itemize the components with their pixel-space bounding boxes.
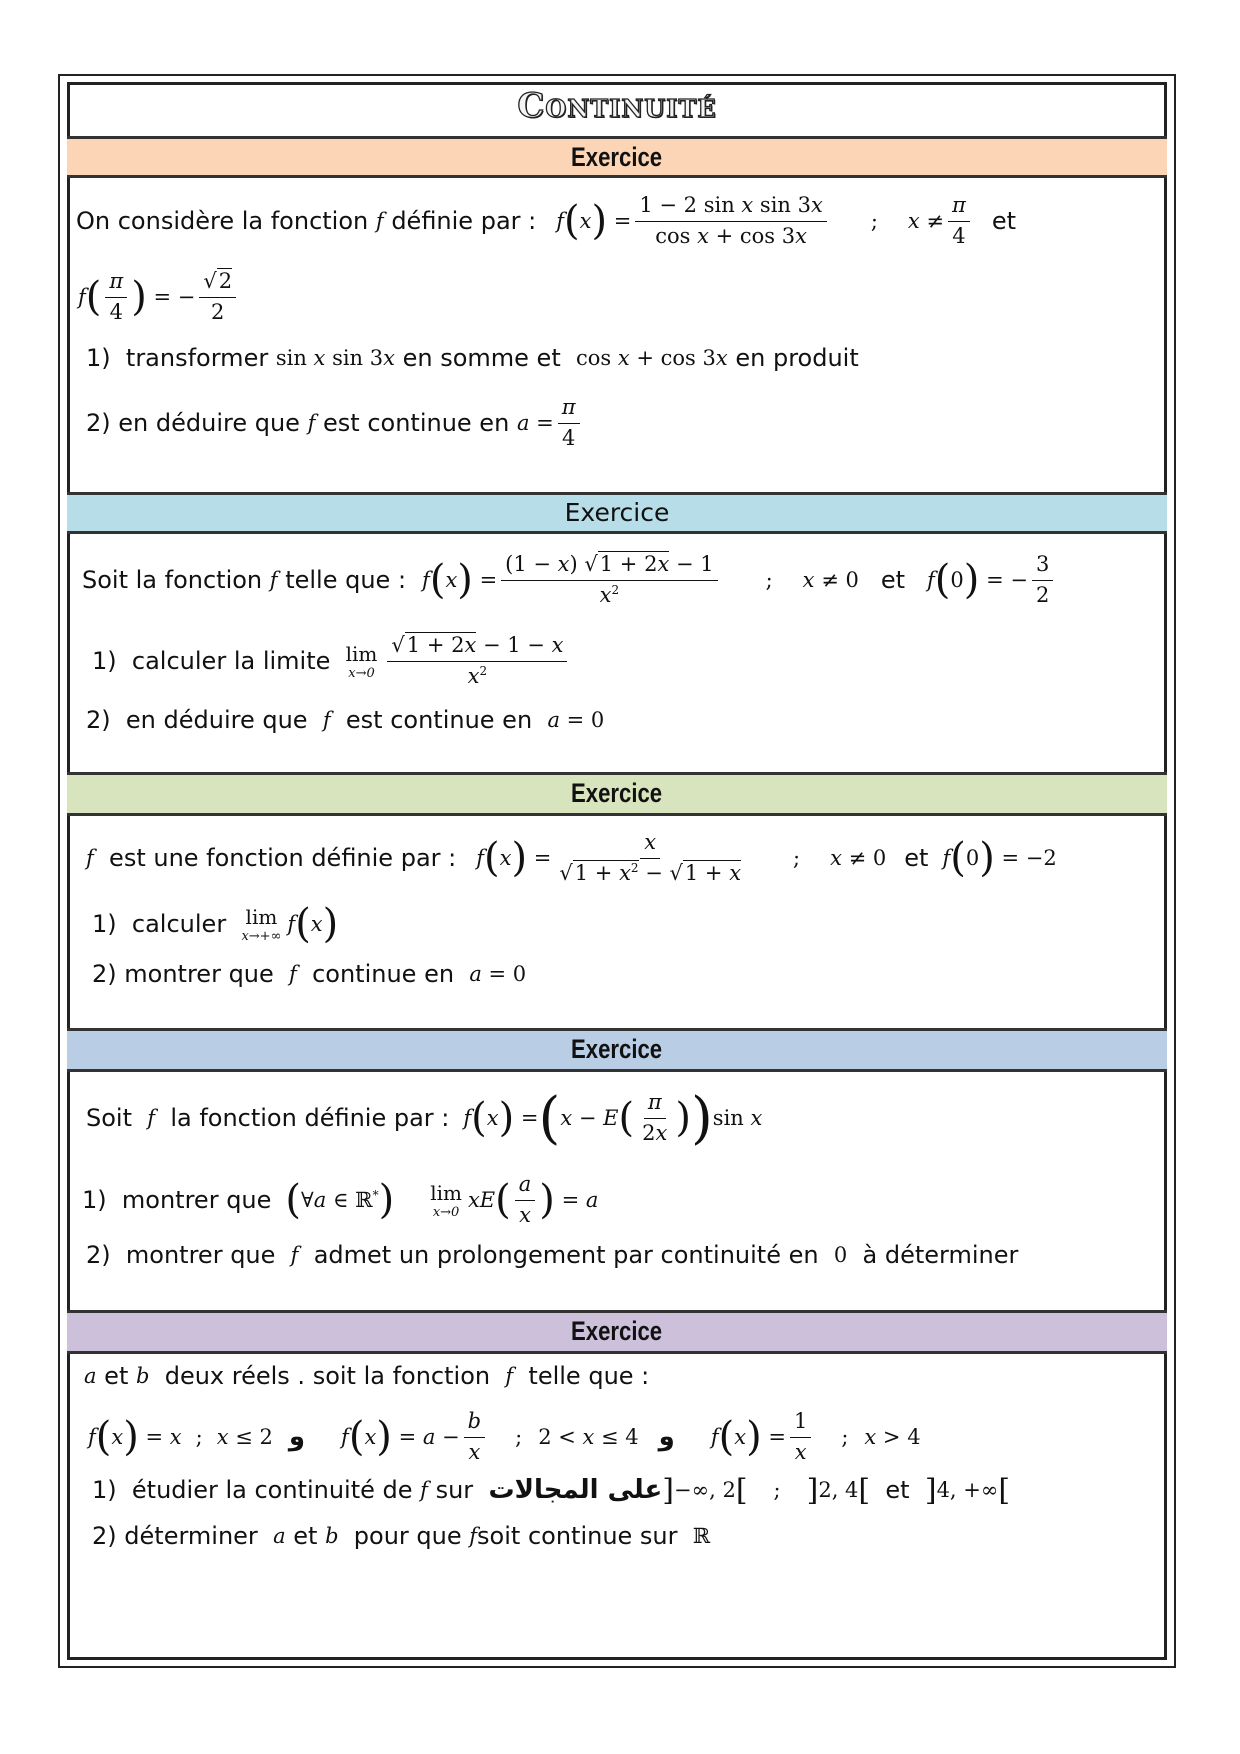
exercise-3-header: Exercice (67, 772, 1167, 816)
ex2-question-2: 2) en déduire que f est continue en a = 0 (86, 706, 605, 734)
ex5-intro-line: a et b deux réels . soit la fonction f telle que : (84, 1362, 650, 1390)
ex4-definition-line: Soit f la fonction définie par : f ( x ) = ( x − E ( $\frac{\pi}{2x}$ ) ) sin x (86, 1085, 763, 1151)
ex5-piecewise-definition: f ( x ) = x ; x ≤ 2 و f ( x ) = a − $\frac{b}{x}$ ; 2 < x ≤ 4 و f ( x ) = $\frac{1}{x}$ ; x > 4 (88, 1409, 921, 1464)
ex4-question-1: 1) montrer que ( ∀a ∈ ℝ* ) lim x→0 xE ( $\frac{a}{x}$ ) = a (82, 1172, 599, 1227)
ex5-question-1: 1) étudier la continuité de f sur على المجالات ] −∞, 2 [ ; ] 2, 4 [ et ] 4, +∞ [ (92, 1472, 1011, 1508)
exercise-2-header: Exercice (67, 492, 1167, 534)
page-title: Continuité (517, 86, 717, 126)
ex1-value-at-pi-4: f ( $\frac{\pi}{4}$ ) = − $\frac{√2}{2}$ (78, 262, 240, 332)
ex1-question-2: 2) en déduire que f est continue en a = $\frac{\pi}{4}$ (86, 392, 584, 454)
ex3-question-1: 1) calculer lim x→+∞ f ( x ) (92, 901, 339, 947)
ex3-definition-line: f est une fonction définie par : f ( x ) = $\frac{x}{√1 + x^2 - √1 + x}$ ; x ≠ 0 et f ( 0 ) = −2 (86, 830, 1057, 885)
exercise-5-header: Exercice (67, 1310, 1167, 1354)
ex4-question-2: 2) montrer que f admet un prolongement par continuité en 0 à déterminer (86, 1241, 1019, 1269)
ex1-question-1: 1) transformer sin x sin 3x en somme et cos x + cos 3x en produit (86, 344, 859, 372)
ex3-question-2: 2) montrer que f continue en a = 0 (92, 960, 527, 988)
ex1-definition-line: On considère la fonction f définie par : f ( x ) = $\frac{\text{1 − 2 sin x sin 3x}}{\text{cos x + cos 3x}}$ ; x ≠ $\frac{\pi}{4}$ et (76, 193, 1017, 248)
ex2-definition-line: Soit la fonction f telle que : f ( x ) = $\frac{(1 - x) √1 + 2x - 1}{x^2}$ ; x ≠ 0 et f ( 0 ) = − $\frac{3}{2}$ (82, 542, 1057, 618)
exercise-4-header: Exercice (67, 1028, 1167, 1072)
exercise-1-header: Exercice (67, 136, 1167, 178)
ex5-question-2: 2) déterminer a et b pour que f soit continue sur ℝ (92, 1522, 711, 1550)
ex2-question-1: 1) calculer la limite lim x→0 $\frac{√1 + 2x - 1 - x}{x^2}$ (92, 626, 571, 696)
